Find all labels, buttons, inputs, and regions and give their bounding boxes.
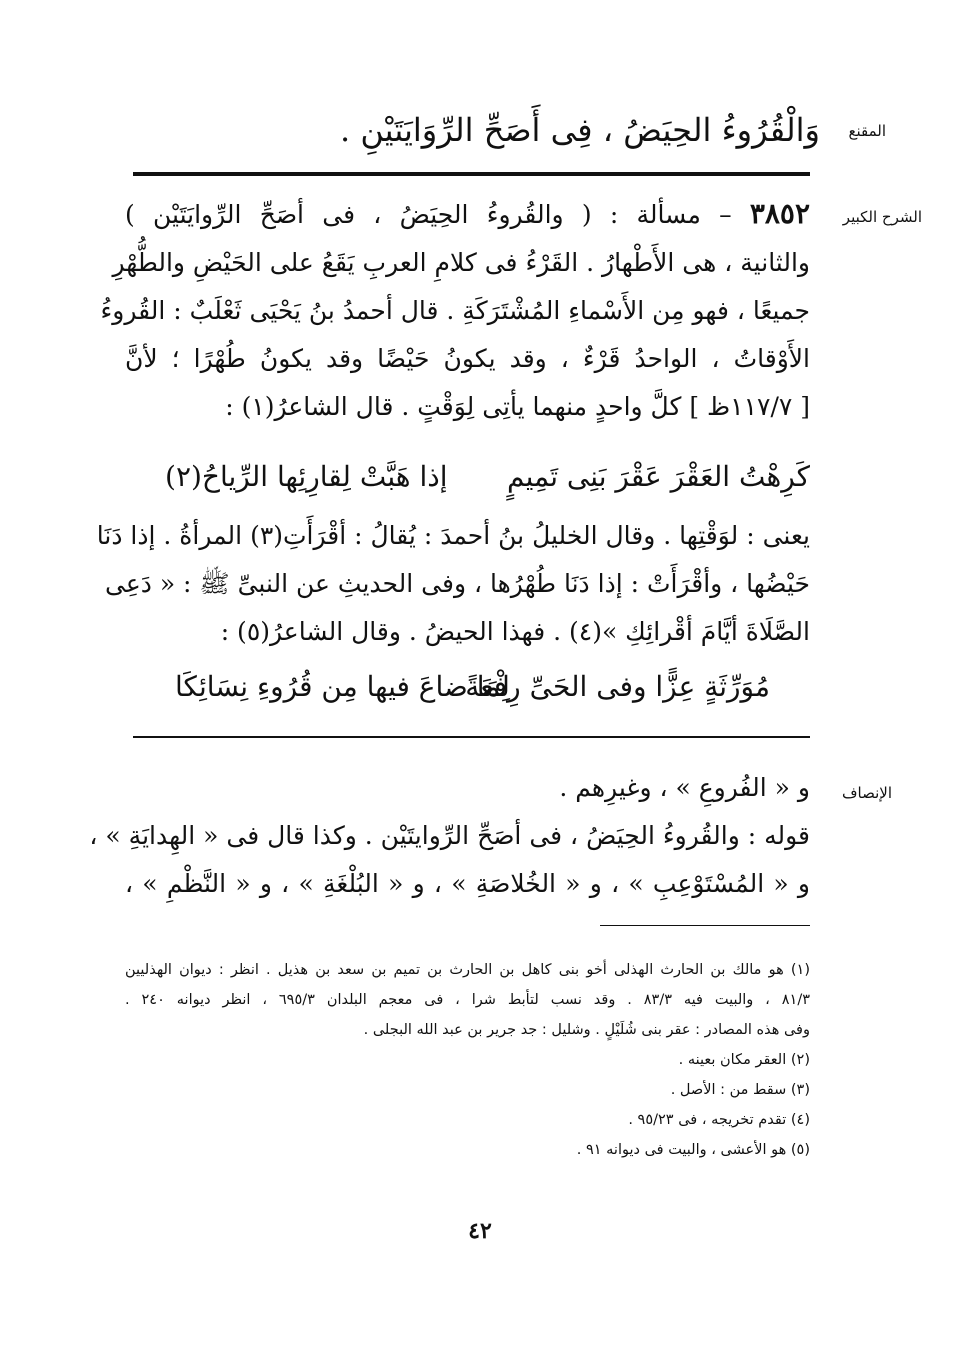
footnote-line: وفى هذه المصادر : عقر بنى شُلَيْلٍ . وشليل : جد جرير بن عبد الله البجلى . [363, 1022, 810, 1038]
sharh-paragraph-1 [100, 190, 810, 431]
footnote-line: ٨١/٣ ، والبيت فيه ٨٣/٣ . وقد نسب لتأبط شرا ، فى معجم البلدان ٦٩٥/٣ ، انظر ديوانه ٢٤٠ . [125, 992, 810, 1008]
insaf-line: و « المُسْتَوْعِبِ » ، و « الخُلاصَةِ » ، و « البُلْغَةِ » ، و « النَّظْمِ » ، [125, 869, 810, 898]
verse-1 [125, 452, 810, 506]
sharh-line: يعنى : لوَقْتِها . وقال الخليلُ بنُ أحمدَ : يُقالُ : أقْرَأَتِ(٣) المرأةُ . إذا دَنَا [96, 521, 810, 550]
muqni-label: المقنع [848, 122, 886, 140]
sharh-line: الأَوْقاتُ ، الواحدُ قَرْءٌ ، وقد يكونُ حَيْضًا وقد يكونُ طُهْرًا ؛ لأنَّ [125, 344, 810, 373]
footnote-line: (٣) سقط من : الأصل . [670, 1082, 810, 1098]
footnote-line: (١) هو مالك بن الحارث الهذلى أخو بنى كاهل بن الحارث بن تميم بن سعد بن هذيل . انظر : ديوان الهذليين [125, 962, 810, 978]
sharh-label: الشرح الكبير [842, 208, 922, 226]
footnote-line: (٥) هو الأعشى ، والبيت فى ديوانه ٩١ . [576, 1142, 810, 1158]
sharh-line: حَيْضُها ، وأقْرَأَتْ : إذا دَنَا طُهْرُها ، وفى الحديثِ عن النبىِّ ﷺ : « دَعِى [104, 569, 810, 598]
sharh-paragraph-2 [96, 512, 810, 656]
insaf-label: الإنصاف [841, 784, 892, 802]
insaf-line: و « الفُروعِ » ، وغيرِهم . [559, 773, 810, 802]
footnotes [125, 955, 810, 1165]
verse-1-first-hemistich: كَرِهْتُ العَقْرَ عَقْرَ بَنِى تَمِيمٍ [506, 460, 810, 493]
insaf-line: قوله : والقُروءُ الحِيَضُ ، فى أصَحِّ الرِّوايتَيْن . وكذا قال فى « الهِدايَةِ » ، [89, 821, 810, 850]
verse-1-second-hemistich: إذا هَبَّتْ لِقارِئِها الرِّياحُ(٢) [165, 460, 448, 493]
footnote-rule [600, 925, 810, 926]
sharh-line: ٣٨٥٢ – مسألة : ( والقُروءُ الحِيَضُ ، فى أصَحِّ الرِّوايَتَيْن ) [125, 197, 810, 230]
footnote-line: (٤) تقدم تخريجه ، فى ٩٥/٢٣ . [628, 1112, 810, 1128]
verse-2-second-hemistich: لِمَا ضاعَ فيها مِن قُرُوءِ نِسَائِكَا [175, 670, 510, 703]
sharh-line: الصَّلَاةَ أيَّامَ أقْرائِكِ »(٤) . فهذا الحيضُ . وقال الشاعرُ(٥) : [220, 617, 810, 646]
sharh-line: والثانية ، هى الأَطْهارُ . القَرْءُ فى كلامِ العربِ يَقَعُ على الحَيْضِ والطُّهْرِ [112, 248, 810, 277]
sharh-line: [ ١١٧/٧ظ ] كلَّ واحدٍ منهما يأتِى لِوَقْتٍ . قال الشاعرُ(١) : [225, 392, 810, 421]
section-rule [133, 736, 810, 738]
issue-number: ٣٨٥٢ [749, 197, 810, 230]
footnote-line: (٢) العقر مكان بعينه . [678, 1052, 810, 1068]
verse-2-first-hemistich: مُوَرِّثَةٍ عِزًّا وفى الحَىِّ رِفْعَةً [465, 670, 770, 703]
header-rule [133, 172, 810, 176]
page-number: ٤٢ [468, 1218, 492, 1244]
insaf-paragraph [89, 764, 810, 908]
muqni-text: وَالْقُرُوءُ الحِيَضُ ، فِى أَصَحِّ الرِّوَايَتَيْنِ . [339, 111, 820, 149]
sharh-line: جميعًا ، فهو مِن الأَسْماءِ المُشْتَرَكَةِ . قال أحمدُ بنُ يَحْيَى ثَعْلَبٌ : القُروءُ [100, 296, 810, 325]
verse-2 [125, 662, 810, 716]
